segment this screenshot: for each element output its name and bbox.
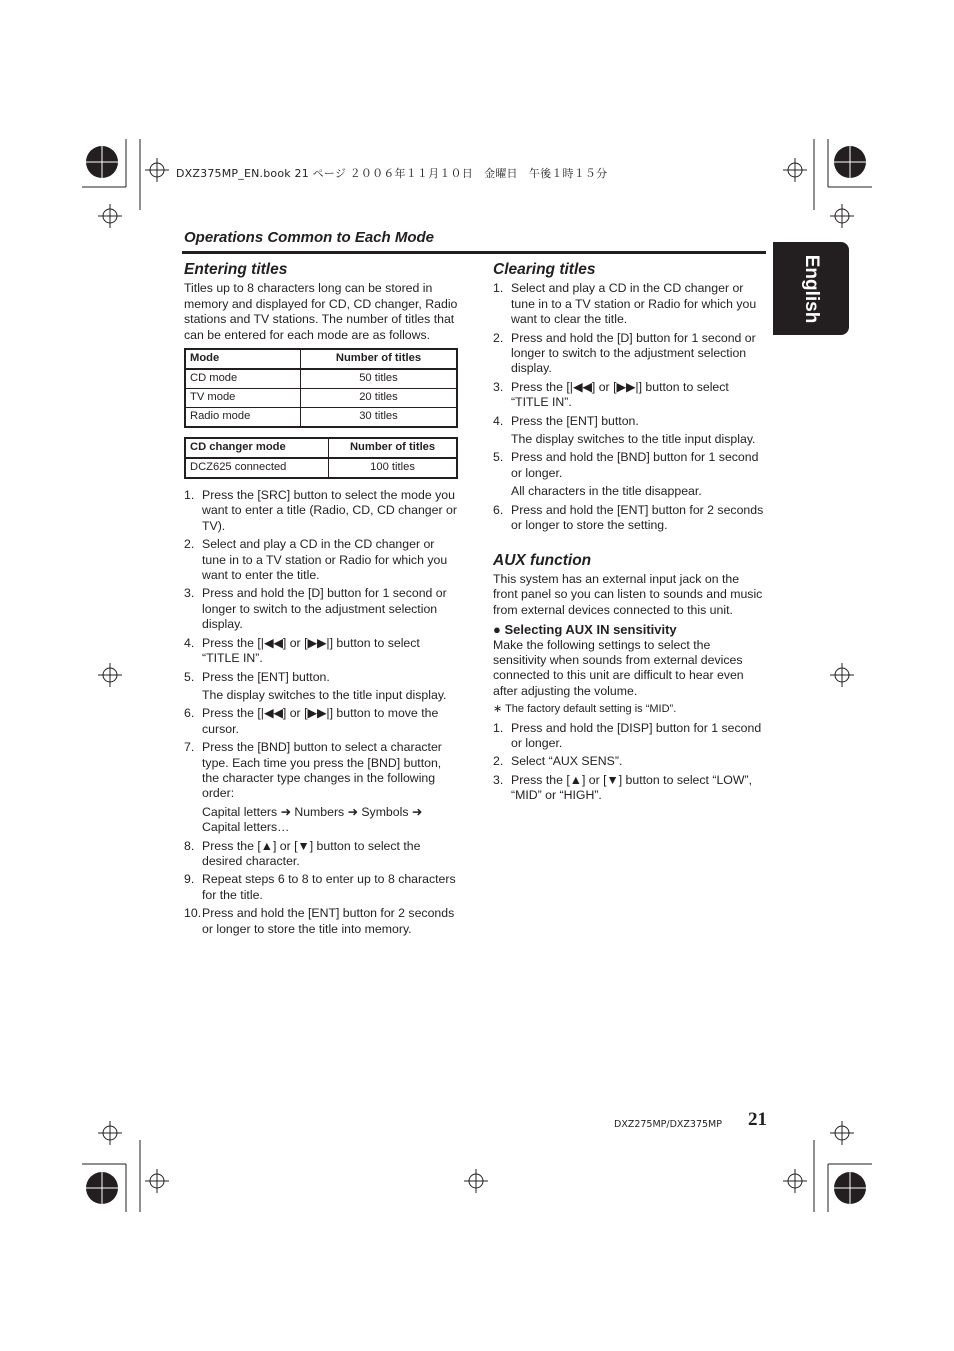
step-note: Capital letters ➜ Numbers ➜ Symbols ➜ Capital letters… [202, 804, 423, 835]
table-cell: 100 titles [329, 458, 457, 478]
changer-titles-table [184, 437, 458, 479]
print-header: DXZ375MP_EN.book 21 ページ ２００６年１１月１０日 金曜日 午後１時１５分 [176, 167, 608, 180]
language-tab-label: English [801, 254, 822, 323]
entering-steps [184, 488, 458, 937]
step-text: Select and play a CD in the CD changer or tune in to a TV station or Radio for which you want to clear the title. [511, 281, 757, 327]
list-item: 5. Press and hold the [BND] button for 1 second or longer. [493, 450, 759, 480]
step-text: Select and play a CD in the CD changer or tune in to a TV station or Radio for which you want to enter the title. [202, 537, 448, 583]
language-tab [773, 242, 849, 335]
step-note: All characters in the title disappear. [511, 484, 702, 499]
table-row [185, 458, 457, 478]
step-text: Select “AUX SENS”. [511, 754, 623, 769]
table-row [185, 369, 457, 389]
list-item: 1. Select and play a CD in the CD changer or tune in to a TV station or Radio for which you want to clear the title. [493, 281, 757, 327]
step-text: Press and hold the [D] button for 1 second or longer to switch to the adjustment selection display. [511, 330, 756, 376]
table-row [185, 408, 457, 428]
list-item: 6. Press and hold the [ENT] button for 2 seconds or longer to store the setting. [493, 502, 764, 533]
list-item: 4. Press the [ENT] button. [493, 413, 639, 428]
table-row [185, 389, 457, 408]
list-item: 1. Press and hold the [DISP] button for 1 second or longer. [493, 720, 762, 750]
step-note: The display switches to the title input display. [202, 687, 447, 702]
step-text: Press the [BND] button to select a character type. Each time you press the [BND] button, the character type changes in the following order: [202, 740, 442, 801]
right-column [493, 262, 766, 807]
entering-titles-heading: Entering titles [184, 261, 288, 278]
step-text: Press the [ENT] button. [511, 413, 639, 428]
list-item: 3. Press the [|◀◀] or [▶▶|] button to select “TITLE IN”. [493, 379, 729, 410]
left-column [184, 262, 458, 940]
step-text: Press the [|◀◀] or [▶▶|] button to select “TITLE IN”. [202, 635, 420, 666]
default-note-text: The factory default setting is “MID”. [505, 703, 677, 716]
table-cell: 30 titles [300, 408, 457, 428]
list-item: 6. Press the [|◀◀] or [▶▶|] button to move the cursor. [184, 706, 439, 736]
list-item: 8. Press the [▲] or [▼] button to select the desired character. [184, 838, 421, 868]
list-item: 5. Press the [ENT] button. [184, 669, 330, 684]
step-text: Press the [|◀◀] or [▶▶|] button to move the cursor. [202, 706, 439, 736]
list-item: 2. Select and play a CD in the CD changer or tune in to a TV station or Radio for which you want to enter the title. [184, 537, 448, 583]
step-text: Press the [|◀◀] or [▶▶|] button to select “TITLE IN”. [511, 379, 729, 410]
aux-sensitivity-subheading [493, 622, 766, 637]
list-item: 2. Select “AUX SENS”. [493, 754, 623, 769]
aux-function-heading: AUX function [493, 551, 592, 569]
page-number: 21 [748, 1109, 767, 1130]
section-title: Operations Common to Each Mode [184, 229, 435, 246]
table-header: Number of titles [329, 438, 457, 458]
list-item: 3. Press the [▲] or [▼] button to select “LOW”, “MID” or “HIGH”. [493, 772, 752, 803]
list-item: 7. Press the [BND] button to select a character type. Each time you press the [BND] button, the character type changes in the following order: [184, 740, 442, 801]
list-item: 10. Press and hold the [ENT] button for 2 seconds or longer to store the title into memory. [184, 906, 455, 936]
aux-sensitivity-label: Selecting AUX IN sensitivity [504, 622, 677, 638]
step-text: Press the [▲] or [▼] button to select the desired character. [202, 838, 421, 868]
step-note: The display switches to the title input display. [511, 432, 756, 447]
list-item: 4. Press the [|◀◀] or [▶▶|] button to select “TITLE IN”. [184, 635, 420, 666]
step-text: Press the [SRC] button to select the mode you want to enter a title (Radio, CD, CD changer or TV). [202, 488, 457, 533]
section-rule [182, 251, 766, 254]
bullet-icon: ● [493, 622, 501, 638]
note-mark-icon: ∗ [493, 703, 503, 716]
step-text: Press and hold the [BND] button for 1 second or longer. [511, 450, 759, 480]
table-cell: CD mode [185, 369, 300, 389]
step-text: Press the [▲] or [▼] button to select “LOW”, “MID” or “HIGH”. [511, 772, 752, 803]
step-text: Press the [ENT] button. [202, 669, 330, 684]
table-cell: TV mode [185, 389, 300, 408]
step-text: Repeat steps 6 to 8 to enter up to 8 characters for the title. [202, 872, 456, 902]
table-header: CD changer mode [185, 438, 329, 458]
default-note [493, 702, 766, 717]
step-text: Press and hold the [ENT] button for 2 seconds or longer to store the setting. [511, 502, 764, 533]
aux-intro: This system has an external input jack on the front panel so you can listen to sounds and music from external devices connected to this unit. [493, 571, 763, 617]
table-cell: Radio mode [185, 408, 300, 428]
table-header: Number of titles [300, 349, 457, 369]
clearing-titles-heading: Clearing titles [493, 261, 596, 278]
list-item: 2. Press and hold the [D] button for 1 second or longer to switch to the adjustment selection display. [493, 330, 756, 376]
clearing-steps [493, 281, 766, 533]
table-header: Mode [185, 349, 300, 369]
step-text: Press and hold the [D] button for 1 second or longer to switch to the adjustment selection display. [202, 586, 447, 632]
list-item: 3. Press and hold the [D] button for 1 second or longer to switch to the adjustment selection display. [184, 586, 447, 632]
list-item: 1. Press the [SRC] button to select the mode you want to enter a title (Radio, CD, CD changer or TV). [184, 488, 457, 533]
step-text: Press and hold the [ENT] button for 2 seconds or longer to store the title into memory. [202, 906, 455, 936]
table-cell: DCZ625 connected [185, 458, 329, 478]
list-item: 9. Repeat steps 6 to 8 to enter up to 8 characters for the title. [184, 872, 456, 902]
aux-steps [493, 721, 766, 804]
footer-model: DXZ275MP/DXZ375MP [614, 1119, 722, 1130]
titles-table [184, 348, 458, 428]
entering-titles-intro: Titles up to 8 characters long can be stored in memory and displayed for CD, CD changer, Radio stations and TV stations. The number of titles that can be entered for each mode are as follows. [184, 281, 458, 342]
aux-description: Make the following settings to select the sensitivity when sounds from external devices connected to this unit are difficult to hear even after adjusting the volume. [493, 637, 744, 698]
table-cell: 20 titles [300, 389, 457, 408]
step-text: Press and hold the [DISP] button for 1 second or longer. [511, 720, 762, 750]
table-cell: 50 titles [300, 369, 457, 389]
